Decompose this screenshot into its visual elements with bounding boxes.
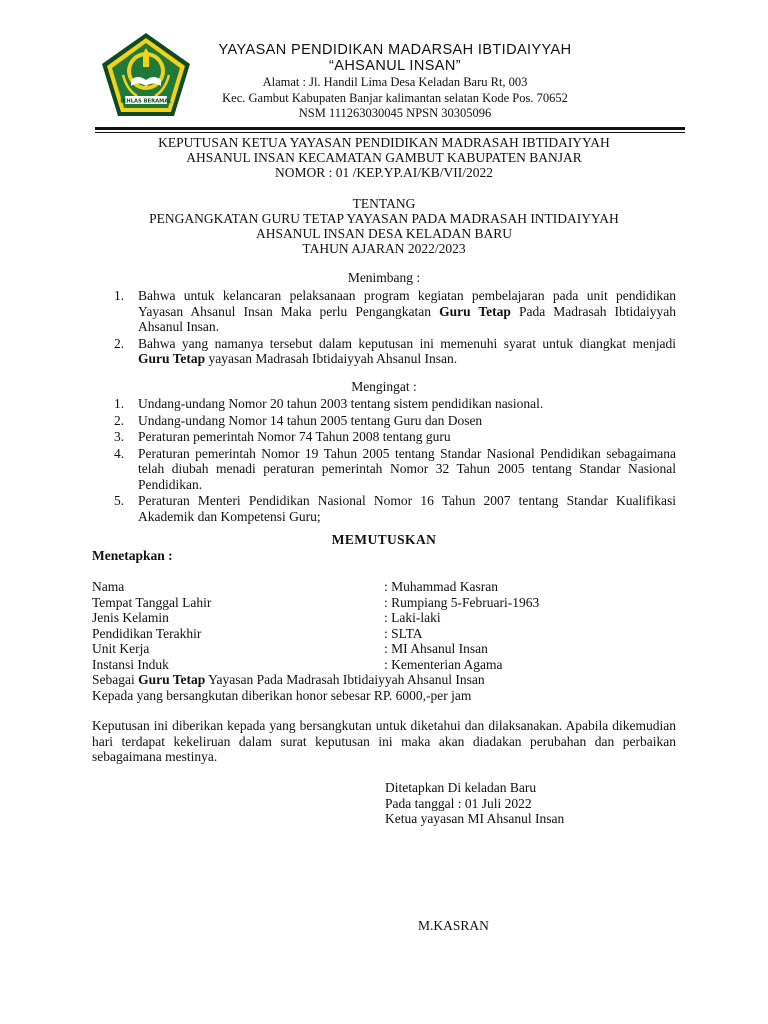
field-instansi: Instansi Induk : Kementerian Agama — [92, 656, 503, 672]
list-item: 2. Bahwa yang namanya tersebut dalam keputusan ini memenuhi syarat untuk diangkat menjadi Guru Tetap yayasan Madrasah Ibtidaiyyah Ahsanul Insan. — [114, 335, 676, 366]
mengingat-title: Mengingat : — [351, 379, 417, 394]
school-name: “AHSANUL INSAN” — [329, 58, 461, 74]
decree-title-line1: KEPUTUSAN KETUA YAYASAN PENDIDIKAN MADRASAH IBTIDAIYYAH — [158, 135, 610, 150]
honor-line: Kepada yang bersangkutan diberikan honor sebesar RP. 6000,-per jam — [92, 688, 472, 703]
menetapkan-label: Menetapkan : — [92, 548, 173, 563]
svg-text:IKHLAS BERAMAL: IKHLAS BERAMAL — [120, 98, 172, 105]
sebagai-line: Sebagai Guru Tetap Yayasan Pada Madrasah Ibtidaiyyah Ahsanul Insan — [92, 672, 485, 687]
address-line: Alamat : Jl. Handil Lima Desa Keladan Baru Rt, 003 — [262, 75, 528, 89]
list-item: 3. Peraturan pemerintah Nomor 74 Tahun 2008 tentang guru — [114, 429, 451, 444]
subject-line2: AHSANUL INSAN DESA KELADAN BARU — [255, 226, 512, 241]
field-unit-kerja: Unit Kerja : MI Ahsanul Insan — [92, 641, 488, 656]
field-jenis-kelamin: Jenis Kelamin : Laki-laki — [92, 610, 441, 625]
district-line: Kec. Gambut Kabupaten Banjar kalimantan selatan Kode Pos. 70652 — [222, 91, 568, 105]
list-item: 1. Bahwa untuk kelancaran pelaksanaan program kegiatan pembelajaran pada unit pendidikan Yayasan Ahsanul Insan Maka perlu Pengangkatan Guru Tetap Pada Madrasah Ibtidaiyyah Ahsanul Insan. — [114, 288, 677, 334]
field-pendidikan: Pendidikan Terakhir : SLTA — [92, 625, 423, 641]
decree-title-line2: AHSANUL INSAN KECAMATAN GAMBUT KABUPATEN BANJAR — [186, 150, 582, 165]
sign-date: Pada tanggal : 01 Juli 2022 — [385, 796, 532, 811]
memutuskan-heading: MEMUTUSKAN — [331, 532, 437, 547]
decree-number: NOMOR : 01 /KEP.YP.AI/KB/VII/2022 — [275, 165, 493, 180]
nsm-npsn-line: NSM 111263030045 NPSN 30305096 — [298, 106, 492, 120]
sign-title: Ketua yayasan MI Ahsanul Insan — [385, 811, 565, 826]
closing-paragraph: Keputusan ini diberikan kepada yang bersangkutan untuk diketahui dan dilaksanakan. Apabila dikemudian hari terdapat kekeliruan dalam surat keputusan ini maka akan diadakan perubahan dan perbaikan sebagaimana mestinya. — [92, 718, 676, 764]
subject-line3: TAHUN AJARAN 2022/2023 — [302, 241, 466, 256]
list-item: 1. Undang-undang Nomor 20 tahun 2003 tentang sistem pendidikan nasional. — [114, 396, 544, 411]
list-item: 5. Peraturan Menteri Pendidikan Nasional Nomor 16 Tahun 2007 tentang Standar Kualifikasi Akademik dan Kompetensi Guru; — [114, 493, 676, 524]
appointee-details — [92, 579, 676, 672]
sign-place: Ditetapkan Di keladan Baru — [385, 780, 537, 795]
letterhead-divider — [95, 127, 685, 130]
mengingat-list — [92, 396, 676, 525]
list-item: 4. Peraturan pemerintah Nomor 19 Tahun 2005 tentang Standar Nasional Pendidikan sebagaimana telah diubah menadi peraturan pemerintah Nomor 32 Tahun 2005 tentang Standar Nasional Pendidikan. — [114, 445, 676, 492]
kemenag-logo-icon — [97, 30, 195, 120]
menimbang-title: Menimbang : — [347, 270, 421, 285]
field-nama: Nama : Muhammad Kasran — [92, 579, 498, 594]
field-ttl: Tempat Tanggal Lahir : Rumpiang 5-Februari-1963 — [92, 594, 540, 610]
menimbang-list — [92, 288, 676, 368]
tentang-label: TENTANG — [352, 196, 416, 211]
signer-name: M.KASRAN — [418, 918, 489, 933]
subject-line1: PENGANGKATAN GURU TETAP YAYASAN PADA MADRASAH INTIDAIYYAH — [149, 211, 619, 226]
letterhead-divider-thin — [95, 132, 685, 133]
list-item: 2. Undang-undang Nomor 14 tahun 2005 tentang Guru dan Dosen — [114, 412, 483, 428]
foundation-name: YAYASAN PENDIDIKAN MADARSAH IBTIDAIYYAH — [218, 42, 572, 58]
